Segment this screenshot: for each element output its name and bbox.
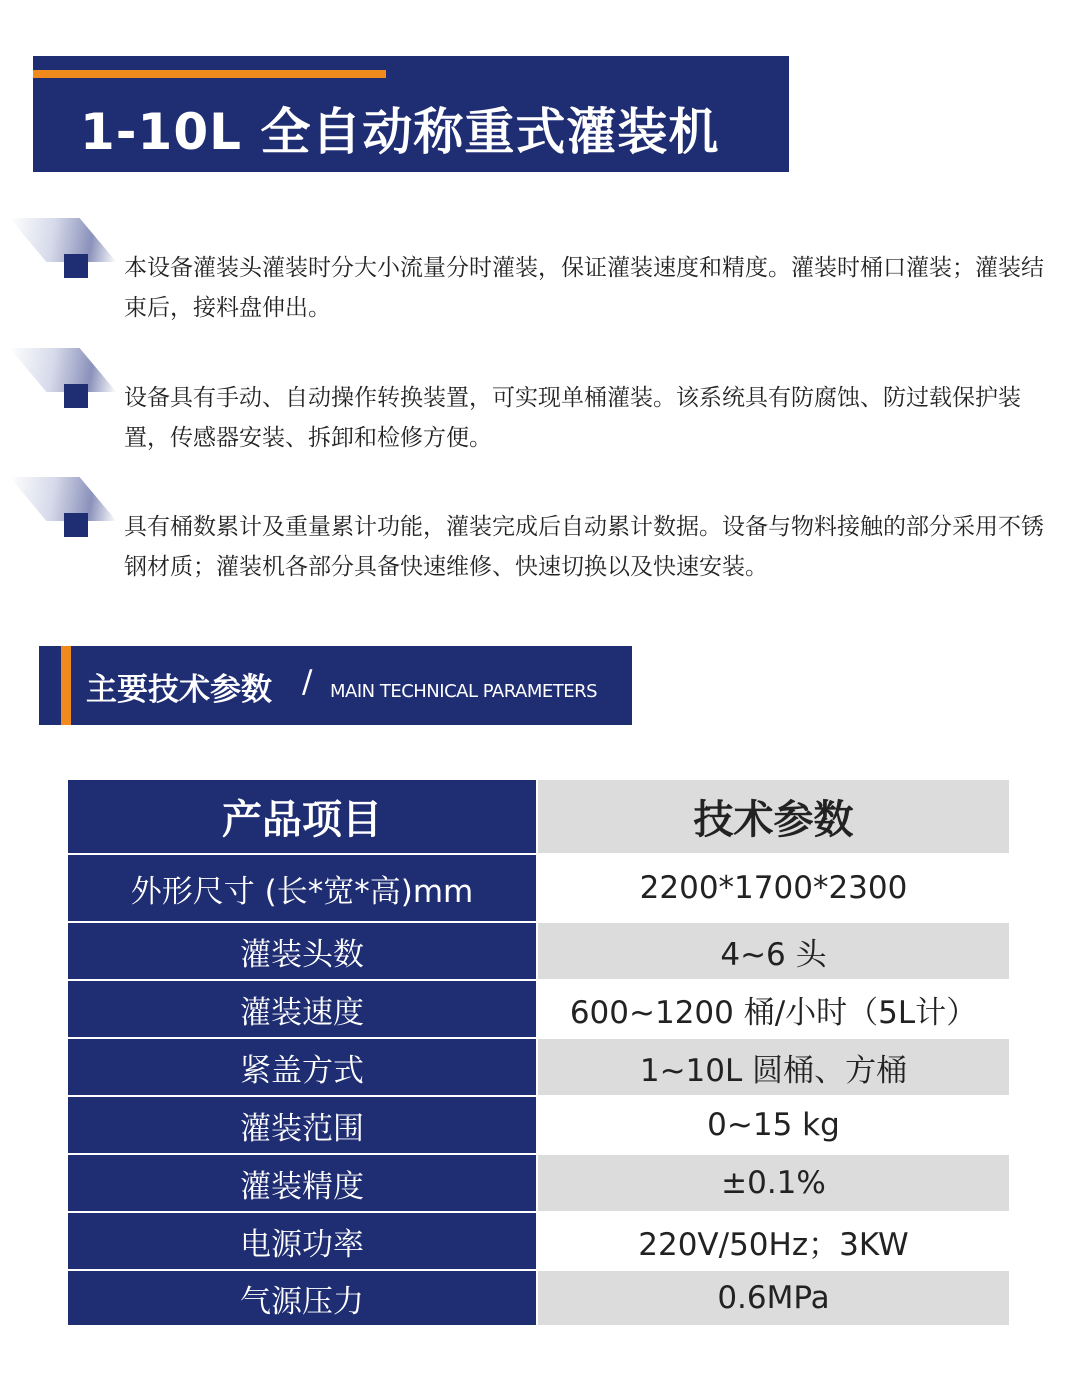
- square-bullet-icon: [64, 513, 88, 537]
- param-name: 灌装头数: [68, 922, 537, 980]
- square-bullet-icon: [64, 384, 88, 408]
- table-row: [68, 980, 1009, 1038]
- table-row: [68, 1212, 1009, 1270]
- page-title: 1-10L 全自动称重式灌装机: [80, 103, 720, 161]
- table-row: [68, 1270, 1009, 1326]
- feature-text: 本设备灌装头灌装时分大小流量分时灌装，保证灌装速度和精度。灌装时桶口灌装；灌装结束后，接料盘伸出。: [124, 255, 1044, 321]
- decorative-stripe: [10, 218, 117, 262]
- feature-text: 具有桶数累计及重量累计功能，灌装完成后自动累计数据。设备与物料接触的部分采用不锈钢材质；灌装机各部分具备快速维修、快速切换以及快速安装。: [124, 514, 1044, 580]
- section-accent-bar: [61, 646, 71, 725]
- section-title-cn: 主要技术参数: [86, 672, 272, 708]
- decorative-stripe: [10, 348, 117, 392]
- table-row: [68, 1038, 1009, 1096]
- param-name: 气源压力: [68, 1270, 537, 1326]
- param-value: 2200*1700*2300: [537, 854, 1009, 922]
- feature-item: [0, 218, 1080, 321]
- param-value: 4~6 头: [537, 922, 1009, 980]
- feature-item: [0, 348, 1080, 451]
- feature-text: 设备具有手动、自动操作转换装置，可实现单桶灌装。该系统具有防腐蚀、防过载保护装置，传感器安装、拆卸和检修方便。: [124, 385, 1021, 451]
- title-accent-bar: [33, 70, 386, 78]
- param-value: 0~15 kg: [537, 1096, 1009, 1154]
- decorative-stripe: [10, 477, 117, 521]
- spec-table: [68, 780, 1009, 1327]
- section-divider: /: [302, 664, 313, 700]
- param-name: 外形尺寸 (长*宽*高)mm: [68, 854, 537, 922]
- section-title-en: MAIN TECHNICAL PARAMETERS: [330, 681, 598, 702]
- param-name: 灌装精度: [68, 1154, 537, 1212]
- table-row: [68, 922, 1009, 980]
- table-row: [68, 1154, 1009, 1212]
- table-row: [68, 854, 1009, 922]
- table-header-row: [68, 780, 1009, 854]
- param-name: 灌装范围: [68, 1096, 537, 1154]
- table-row: [68, 1096, 1009, 1154]
- square-bullet-icon: [64, 254, 88, 278]
- param-value: 220V/50Hz；3KW: [537, 1212, 1009, 1270]
- param-name: 紧盖方式: [68, 1038, 537, 1096]
- param-value: ±0.1%: [537, 1154, 1009, 1212]
- param-value: 1~10L 圆桶、方桶: [537, 1038, 1009, 1096]
- column-header: 产品项目: [68, 780, 537, 854]
- column-header: 技术参数: [537, 780, 1009, 854]
- param-name: 灌装速度: [68, 980, 537, 1038]
- feature-item: [0, 477, 1080, 580]
- param-value: 0.6MPa: [537, 1270, 1009, 1326]
- param-value: 600~1200 桶/小时（5L计）: [537, 980, 1009, 1038]
- param-name: 电源功率: [68, 1212, 537, 1270]
